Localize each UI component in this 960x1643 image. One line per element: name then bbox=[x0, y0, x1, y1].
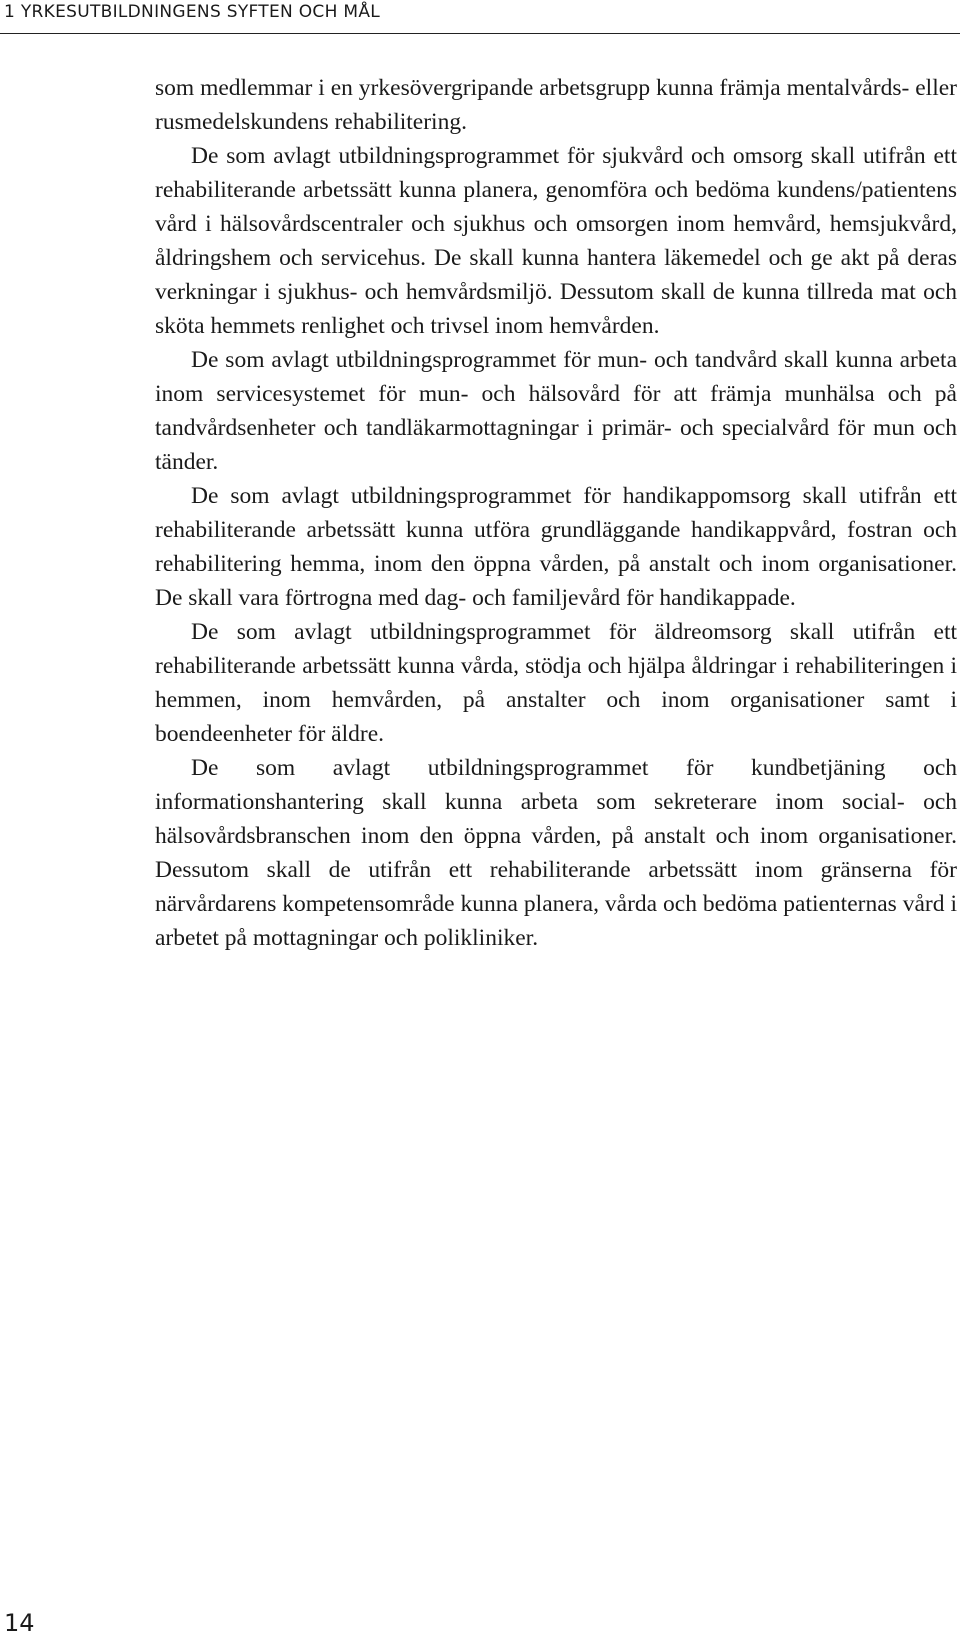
body-text bbox=[155, 71, 957, 955]
header-rule bbox=[0, 33, 960, 34]
page-number: 14 bbox=[4, 1609, 35, 1637]
paragraph-sjukvard-omsorg: De som avlagt utbildningsprogrammet för sjukvård och omsorg skall utifrån ett rehabiliterande arbetssätt kunna planera, genomföra och bedöma kundens/patientens vård i hälsovårdscentraler och sjukhus och omsorgen inom hemvård, hemsjukvård, åldringshem och servicehus. De skall kunna hantera läkemedel och ge akt på deras verkningar i sjukhus- och hemvårdsmiljö. Dessutom skall de kunna tillreda mat och sköta hemmets renlighet och trivsel inom hemvården. bbox=[155, 143, 957, 339]
paragraph-kundbetjaning: De som avlagt utbildningsprogrammet för kundbetjäning och informationshantering skall kunna arbeta som sekreterare inom social- och hälsovårdsbranschen inom den öppna vården, på anstalt och inom organisationer. Dessutom skall de utifrån ett rehabiliterande arbetssätt inom gränserna för närvårdarens kompetensområde kunna planera, vårda och bedöma patienternas vård i arbetet på mottagningar och polikliniker. bbox=[155, 755, 957, 951]
paragraph-continued: som medlemmar i en yrkesövergripande arbetsgrupp kunna främja mentalvårds- eller rusmedelskundens rehabilitering. bbox=[155, 75, 957, 135]
paragraph-aldreomsorg: De som avlagt utbildningsprogrammet för äldreomsorg skall utifrån ett rehabiliterande arbetssätt kunna vårda, stödja och hjälpa åldringar i rehabiliteringen i hemmen, inom hemvården, på anstalter och inom organisationer samt i boendeenheter för äldre. bbox=[155, 619, 957, 747]
paragraph-handikappomsorg: De som avlagt utbildningsprogrammet för handikappomsorg skall utifrån ett rehabiliterande arbetssätt kunna utföra grundläggande handikappvård, fostran och rehabilitering hemma, inom den öppna vården, på anstalt och inom organisationer. De skall vara förtrogna med dag- och familjevård för handikappade. bbox=[155, 483, 957, 611]
paragraph-mun-tandvard: De som avlagt utbildningsprogrammet för mun- och tandvård skall kunna arbeta inom servicesystemet för mun- och hälsovård för att främja munhälsa och på tandvårdsenheter och tandläkarmottagningar i primär- och specialvård för mun och tänder. bbox=[155, 347, 957, 475]
running-header: 1 YRKESUTBILDNINGENS SYFTEN OCH MÅL bbox=[4, 2, 381, 22]
